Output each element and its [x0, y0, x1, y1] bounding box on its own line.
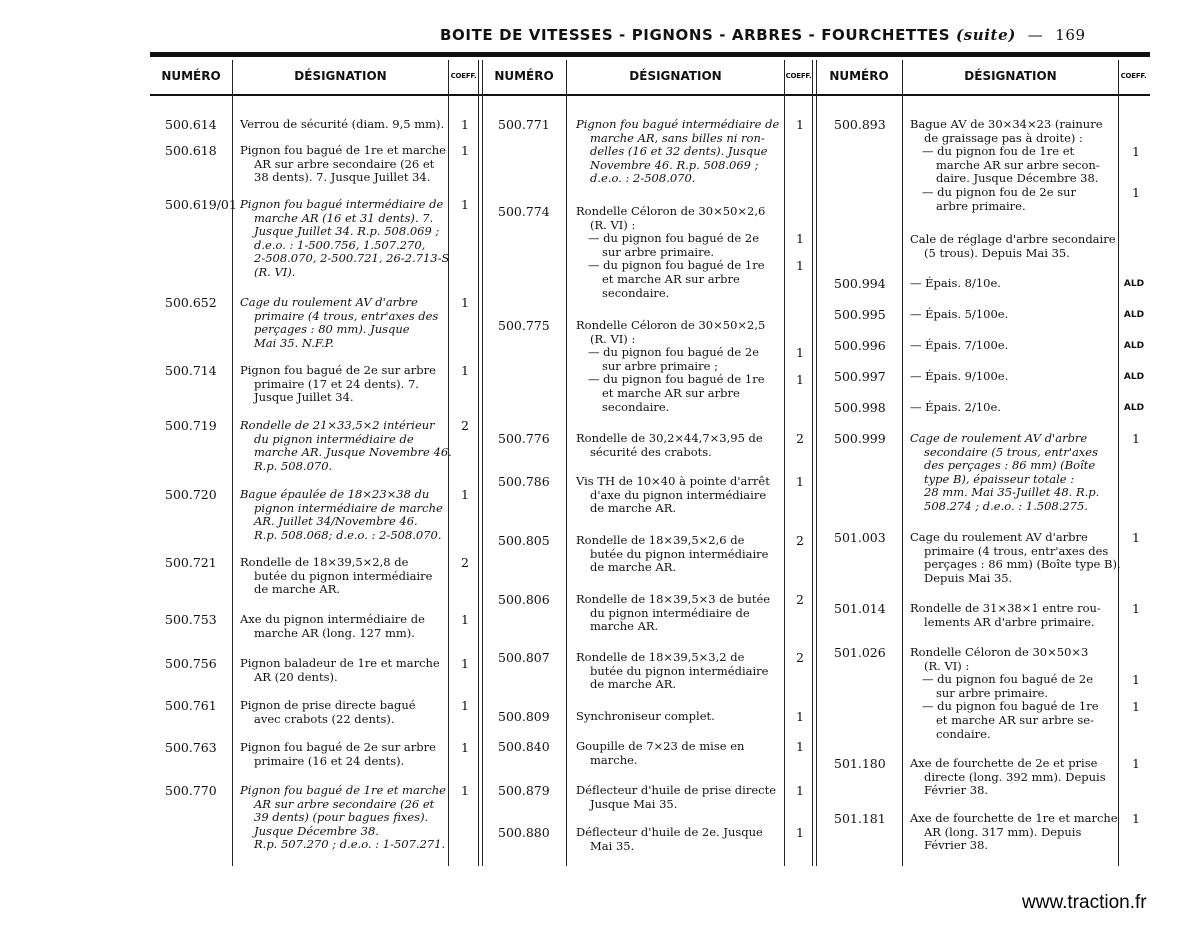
part-number: 500.771 [498, 117, 550, 132]
part-number: 501.026 [834, 645, 886, 660]
divider [902, 60, 903, 866]
designation-line: — Épais. 5/100e. [910, 307, 1009, 321]
part-coeff: 2 [796, 592, 804, 607]
part-designation [910, 308, 1116, 322]
part-coeff: 1 [461, 143, 469, 158]
part-number: 501.014 [834, 601, 886, 616]
header-designation: DÉSIGNATION [294, 69, 387, 83]
part-coeff: 1 [796, 739, 804, 754]
part-designation [910, 339, 1116, 353]
part-coeff: 1 [796, 345, 804, 361]
part-designation [240, 364, 446, 405]
designation-line: sur arbre primaire ; [602, 358, 718, 373]
divider [232, 60, 233, 866]
part-number: 500.776 [498, 431, 550, 446]
part-number: 500.719 [165, 418, 217, 433]
designation-line: — du pignon fou de 1re et [922, 144, 1075, 159]
header-numero: NUMÉRO [829, 69, 889, 83]
designation-line: et marche AR sur arbre se- [936, 712, 1094, 727]
part-number: 500.994 [834, 276, 886, 291]
part-designation [576, 593, 782, 634]
part-coeff: 1 [796, 474, 804, 489]
page-dash: — [1027, 26, 1044, 44]
part-coeff: 1 [1132, 811, 1140, 826]
designation-line: — Épais. 2/10e. [910, 400, 1001, 414]
designation-line: secondaire. [602, 399, 670, 414]
part-designation [576, 651, 782, 692]
divider [448, 60, 449, 866]
divider [478, 60, 483, 866]
designation-line: — Épais. 9/100e. [910, 369, 1009, 383]
part-designation [910, 646, 1116, 741]
part-number: 500.770 [165, 783, 217, 798]
designation-line: pignon intermédiaire de marche [254, 500, 443, 515]
part-designation [576, 319, 782, 414]
designation-line: Cage de roulement AV d'arbre [910, 431, 1088, 445]
designation-line: Rondelle de 31×38×1 entre rou- [910, 601, 1101, 615]
designation-line: Déflecteur d'huile de prise directe [576, 783, 777, 797]
designation-line: marche AR sur arbre secon- [936, 157, 1100, 172]
designation-line: — Épais. 8/10e. [910, 276, 1001, 290]
designation-line: sécurité des crabots. [590, 444, 712, 459]
part-number: 501.003 [834, 530, 886, 545]
part-designation [910, 812, 1116, 853]
designation-line: de marche AR. [590, 560, 677, 575]
part-number: 500.774 [498, 204, 550, 219]
part-coeff: 1 [461, 487, 469, 502]
designation-line: Pignon fou bagué de 2e sur arbre [240, 363, 436, 377]
part-number: 500.999 [834, 431, 886, 446]
part-designation [910, 757, 1116, 798]
part-number: 500.786 [498, 474, 550, 489]
designation-line: marche. [590, 752, 638, 767]
divider [566, 60, 567, 866]
designation-line: du pignon intermédiaire de [590, 605, 750, 620]
designation-line: butée du pignon intermédiaire [254, 568, 433, 583]
designation-line: Rondelle Céloron de 30×50×2,5 [576, 318, 766, 332]
part-coeff: 1 [461, 117, 469, 132]
part-number: 501.180 [834, 756, 886, 771]
designation-line: (R. VI). [254, 264, 296, 279]
designation-line: primaire (4 trous, entr'axes des [254, 308, 439, 323]
designation-line: Jusque Juillet 34. R.p. 508.069 ; [254, 224, 440, 239]
part-number: 500.761 [165, 698, 217, 713]
header-numero: NUMÉRO [494, 69, 554, 83]
page-number: 169 [1055, 26, 1086, 44]
part-number: 500.997 [834, 369, 886, 384]
part-coeff: 1 [796, 783, 804, 798]
watermark: www.traction.fr [1022, 892, 1147, 913]
designation-line: directe (long. 392 mm). Depuis [924, 769, 1106, 784]
part-coeff: ALD [1123, 279, 1145, 289]
part-designation [240, 741, 446, 768]
part-coeff: 1 [461, 197, 469, 212]
part-designation [240, 784, 446, 852]
designation-line: lements AR d'arbre primaire. [924, 614, 1095, 629]
designation-line: — du pignon fou bagué de 1re [588, 258, 765, 273]
designation-line: (R. VI) : [590, 217, 636, 232]
designation-line: perçages : 80 mm). Jusque [254, 322, 410, 337]
part-designation [910, 277, 1116, 291]
designation-line: — du pignon fou de 2e sur [922, 184, 1077, 199]
designation-line: R.p. 508.070. [254, 458, 333, 473]
designation-line: 39 dents) (pour bagues fixes). [254, 810, 429, 825]
designation-line: 2-508.070, 2-500.721, 26-2.713-S [254, 251, 450, 266]
part-coeff: 1 [461, 656, 469, 671]
designation-line: Pignon fou bagué de 1re et marche [240, 783, 446, 797]
part-number: 500.809 [498, 709, 550, 724]
header-designation: DÉSIGNATION [629, 69, 722, 83]
part-designation [240, 488, 446, 542]
part-number: 500.893 [834, 117, 886, 132]
part-coeff: 2 [461, 555, 469, 570]
part-designation [910, 432, 1116, 514]
designation-line: d.e.o. : 2-508.070. [590, 171, 696, 186]
part-designation [576, 740, 782, 767]
designation-line: Pignon fou bagué intermédiaire de [576, 117, 780, 131]
designation-line: — du pignon fou bagué de 2e [588, 231, 760, 246]
designation-line: Rondelle de 18×39,5×3 de butée [576, 592, 771, 606]
part-number: 501.181 [834, 811, 886, 826]
designation-line: de marche AR. [254, 582, 341, 597]
part-coeff: 1 [1132, 431, 1140, 446]
designation-line: Verrou de sécurité (diam. 9,5 mm). [240, 117, 445, 131]
part-coeff: 1 [1132, 144, 1140, 160]
part-designation [240, 144, 446, 185]
designation-line: — du pignon fou bagué de 1re [588, 372, 765, 387]
designation-line: (R. VI) : [924, 658, 970, 673]
designation-line: Rondelle de 18×39,5×2,8 de [240, 555, 409, 569]
designation-line: marche AR. Jusque Novembre 46. [254, 445, 452, 460]
designation-line: et marche AR sur arbre [602, 271, 740, 286]
designation-line: Bague épaulée de 18×23×38 du [240, 487, 430, 501]
part-coeff: 1 [461, 612, 469, 627]
part-coeff: 1 [1132, 601, 1140, 616]
designation-line: primaire (17 et 24 dents). 7. [254, 376, 419, 391]
part-designation [910, 233, 1116, 260]
designation-line: 508.274 ; d.e.o. : 1.508.275. [924, 498, 1088, 513]
designation-line: — du pignon fou bagué de 2e [588, 345, 760, 360]
designation-line: sur arbre primaire. [602, 244, 715, 259]
part-number: 500.614 [165, 117, 217, 132]
designation-line: Pignon fou bagué de 2e sur arbre [240, 740, 436, 754]
part-coeff: 1 [461, 295, 469, 310]
part-designation [576, 432, 782, 459]
part-coeff: 1 [796, 825, 804, 840]
designation-line: Rondelle Céloron de 30×50×3 [910, 645, 1089, 659]
designation-line: Vis TH de 10×40 à pointe d'arrêt [576, 474, 770, 488]
designation-line: Cale de réglage d'arbre secondaire [910, 232, 1116, 246]
designation-line: Depuis Mai 35. [924, 570, 1013, 585]
designation-line: — du pignon fou bagué de 1re [922, 699, 1099, 714]
designation-line: Rondelle Céloron de 30×50×2,6 [576, 204, 766, 218]
part-coeff: 2 [796, 533, 804, 548]
designation-line: Cage du roulement AV d'arbre [910, 530, 1088, 544]
part-designation [576, 205, 782, 300]
page-title-suite: (suite) [956, 26, 1016, 44]
designation-line: Cage du roulement AV d'arbre [240, 295, 418, 309]
part-coeff: ALD [1123, 372, 1145, 382]
part-designation [910, 370, 1116, 384]
part-coeff: 1 [461, 783, 469, 798]
designation-line: perçages : 86 mm) (Boîte type B). [924, 557, 1121, 572]
part-coeff: 1 [796, 117, 804, 132]
part-designation [240, 657, 446, 684]
part-coeff: 1 [1132, 185, 1140, 200]
designation-line: Pignon fou bagué de 1re et marche [240, 143, 446, 157]
part-coeff: 1 [1132, 699, 1140, 715]
part-coeff: 1 [1132, 756, 1140, 771]
designation-line: Février 38. [924, 838, 989, 853]
page-title: BOITE DE VITESSES - PIGNONS - ARBRES - FOURCHETTES [440, 26, 951, 44]
designation-line: 38 dents). 7. Jusque Juillet 34. [254, 170, 431, 185]
part-number: 500.807 [498, 650, 550, 665]
part-designation [576, 710, 782, 724]
designation-line: du pignon intermédiaire de [254, 431, 414, 446]
designation-line: AR. Juillet 34/Novembre 46. [254, 514, 418, 529]
part-designation [240, 556, 446, 597]
part-number: 500.721 [165, 555, 217, 570]
designation-line: butée du pignon intermédiaire [590, 546, 769, 561]
designation-line: Novembre 46. R.p. 508.069 ; [590, 157, 759, 172]
designation-line: secondaire. [602, 285, 670, 300]
part-number: 500.720 [165, 487, 217, 502]
designation-line: Mai 35. N.F.P. [254, 335, 334, 350]
part-designation [240, 613, 446, 640]
designation-line: Rondelle de 18×39,5×2,6 de [576, 533, 745, 547]
designation-line: (R. VI) : [590, 331, 636, 346]
page-header [440, 26, 1160, 44]
designation-line: des perçages : 86 mm) (Boîte [924, 458, 1096, 473]
designation-line: et marche AR sur arbre [602, 385, 740, 400]
designation-line: Axe de fourchette de 2e et prise [910, 756, 1098, 770]
designation-line: delles (16 et 32 dents). Jusque [590, 144, 768, 159]
part-number: 500.840 [498, 739, 550, 754]
part-coeff: 1 [796, 231, 804, 247]
designation-line: marche AR (16 et 31 dents). 7. [254, 210, 434, 225]
part-number: 500.619/01 [165, 197, 237, 212]
part-designation [910, 530, 1121, 585]
designation-line: — du pignon fou bagué de 2e [922, 672, 1094, 687]
designation-line: R.p. 507.270 ; d.e.o. : 1-507.271. [254, 837, 446, 852]
part-coeff: 2 [796, 431, 804, 446]
part-number: 500.879 [498, 783, 550, 798]
part-coeff: ALD [1123, 403, 1145, 413]
designation-line: sur arbre primaire. [936, 685, 1049, 700]
part-number: 500.714 [165, 363, 217, 378]
designation-line: marche AR. [590, 619, 659, 634]
designation-line: AR sur arbre secondaire (26 et [254, 156, 435, 171]
designation-line: R.p. 508.068; d.e.o. : 2-508.070. [254, 527, 442, 542]
part-designation [576, 826, 782, 853]
designation-line: AR (long. 317 mm). Depuis [924, 824, 1082, 839]
part-designation [240, 418, 452, 473]
designation-line: Rondelle de 30,2×44,7×3,95 de [576, 431, 763, 445]
designation-line: arbre primaire. [936, 198, 1026, 213]
part-number: 500.763 [165, 740, 217, 755]
part-number: 500.998 [834, 400, 886, 415]
designation-line: d.e.o. : 1-500.756, 1.507.270, [254, 237, 426, 252]
part-coeff: 1 [1132, 530, 1140, 545]
designation-line: avec crabots (22 dents). [254, 711, 395, 726]
part-designation [576, 534, 782, 575]
designation-line: Pignon fou bagué intermédiaire de [240, 197, 444, 211]
designation-line: 28 mm. Mai 35-Juillet 48. R.p. [924, 485, 1100, 500]
designation-line: Jusque Mai 35. [590, 796, 678, 811]
part-number: 500.753 [165, 612, 217, 627]
part-coeff: 1 [796, 709, 804, 724]
designation-line: primaire (4 trous, entr'axes des [924, 543, 1109, 558]
part-designation [240, 699, 446, 726]
designation-line: secondaire (5 trous, entr'axes [924, 444, 1098, 459]
part-designation [910, 401, 1116, 415]
designation-line: Goupille de 7×23 de mise en [576, 739, 745, 753]
part-designation [910, 118, 1116, 213]
part-coeff: 1 [461, 363, 469, 378]
designation-line: condaire. [936, 726, 991, 741]
part-number: 500.618 [165, 143, 217, 158]
designation-line: de marche AR. [590, 501, 677, 516]
designation-line: (5 trous). Depuis Mai 35. [924, 245, 1070, 260]
divider [812, 60, 817, 866]
part-number: 500.775 [498, 318, 550, 333]
designation-line: AR (20 dents). [254, 669, 338, 684]
part-coeff: 2 [461, 418, 469, 433]
designation-line: Mai 35. [590, 838, 635, 853]
part-coeff: ALD [1123, 341, 1145, 351]
designation-line: marche AR, sans billes ni ron- [590, 130, 765, 145]
designation-line: marche AR (long. 127 mm). [254, 625, 415, 640]
header-coeff: COEFF. [785, 72, 812, 80]
part-number: 500.806 [498, 592, 550, 607]
designation-line: type B), épaisseur totale : [924, 471, 1075, 486]
column-header-rule [150, 94, 1150, 96]
designation-line: — Épais. 7/100e. [910, 338, 1009, 352]
part-number: 500.996 [834, 338, 886, 353]
designation-line: Février 38. [924, 783, 989, 798]
part-designation [240, 296, 446, 350]
designation-line: Jusque Juillet 34. [254, 390, 354, 405]
designation-line: Pignon baladeur de 1re et marche [240, 656, 440, 670]
designation-line: Déflecteur d'huile de 2e. Jusque [576, 825, 763, 839]
part-number: 500.756 [165, 656, 217, 671]
designation-line: Synchroniseur complet. [576, 709, 715, 723]
part-coeff: 1 [796, 258, 804, 274]
designation-line: Jusque Décembre 38. [254, 823, 379, 838]
designation-line: AR sur arbre secondaire (26 et [254, 796, 435, 811]
designation-line: Bague AV de 30×34×23 (rainure [910, 117, 1103, 131]
part-number: 500.805 [498, 533, 550, 548]
part-designation [240, 118, 446, 132]
designation-line: daire. Jusque Décembre 38. [936, 171, 1099, 186]
part-coeff: 2 [796, 650, 804, 665]
designation-line: Axe du pignon intermédiaire de [240, 612, 425, 626]
part-number: 500.652 [165, 295, 217, 310]
header-numero: NUMÉRO [161, 69, 221, 83]
part-designation [576, 118, 782, 186]
header-coeff: COEFF. [1120, 72, 1147, 80]
designation-line: de marche AR. [590, 677, 677, 692]
designation-line: butée du pignon intermédiaire [590, 663, 769, 678]
part-coeff: ALD [1123, 310, 1145, 320]
part-coeff: 1 [461, 698, 469, 713]
header-rule [150, 52, 1150, 57]
part-number: 500.880 [498, 825, 550, 840]
header-designation: DÉSIGNATION [964, 69, 1057, 83]
part-designation [576, 784, 782, 811]
part-coeff: 1 [796, 372, 804, 388]
part-coeff: 1 [461, 740, 469, 755]
designation-line: d'axe du pignon intermédiaire [590, 487, 767, 502]
part-number: 500.995 [834, 307, 886, 322]
part-designation [910, 602, 1116, 629]
part-designation [240, 197, 450, 280]
designation-line: Axe de fourchette de 1re et marche [910, 811, 1118, 825]
divider [784, 60, 785, 866]
designation-line: de graissage pas à droite) : [924, 130, 1083, 145]
designation-line: Rondelle de 18×39,5×3,2 de [576, 650, 745, 664]
divider [1118, 60, 1119, 866]
header-coeff: COEFF. [450, 72, 477, 80]
part-coeff: 1 [1132, 672, 1140, 688]
designation-line: Pignon de prise directe bagué [240, 698, 416, 712]
part-designation [576, 475, 782, 516]
designation-line: primaire (16 et 24 dents). [254, 753, 405, 768]
designation-line: Rondelle de 21×33,5×2 intérieur [240, 418, 435, 432]
